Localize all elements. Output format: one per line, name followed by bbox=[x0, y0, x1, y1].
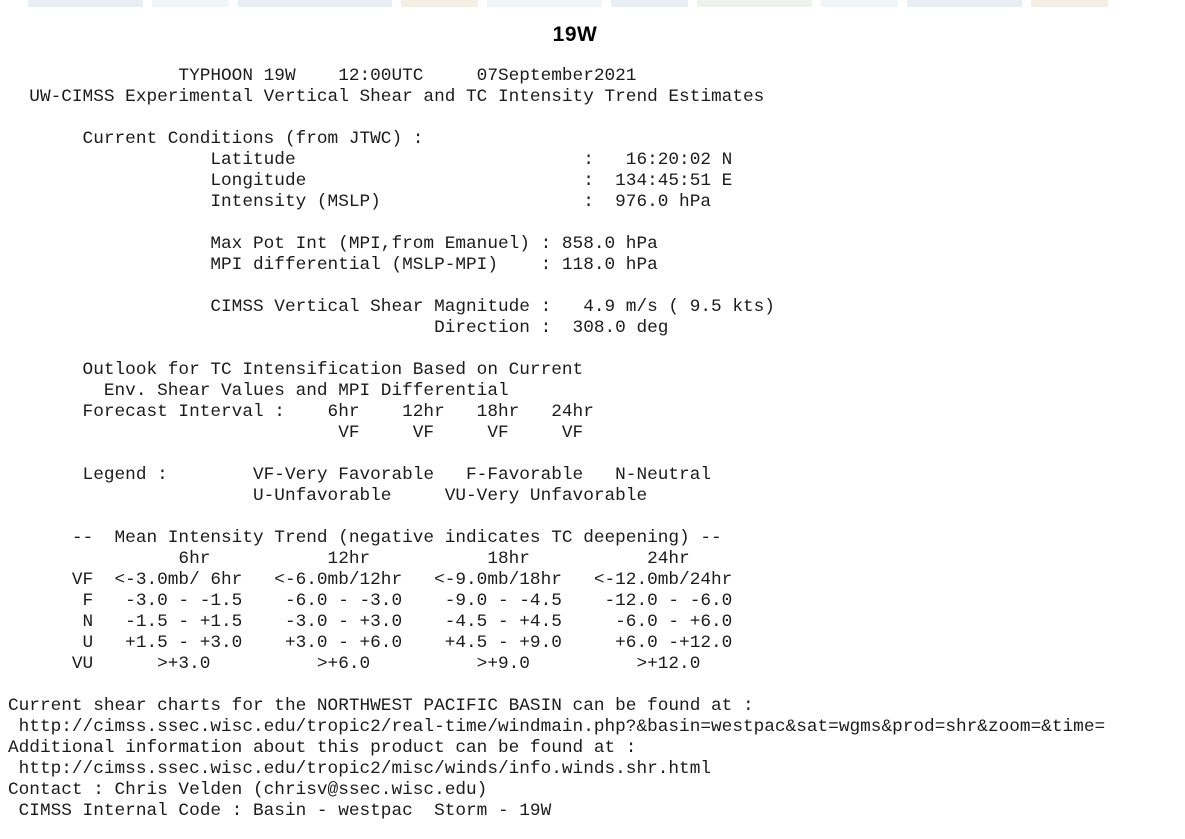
trend-row-f: F -3.0 - -1.5 -6.0 - -3.0 -9.0 - -4.5 -12.0 - -6.0 bbox=[8, 591, 733, 611]
artifact-segment bbox=[152, 0, 229, 7]
mpi-differential-line: MPI differential (MSLP-MPI) : 118.0 hPa bbox=[8, 255, 658, 275]
forecast-interval-line: Forecast Interval : 6hr 12hr 18hr 24hr bbox=[8, 402, 594, 422]
trend-row-vu: VU >+3.0 >+6.0 >+9.0 >+12.0 bbox=[8, 654, 701, 674]
max-pot-int-line: Max Pot Int (MPI,from Emanuel) : 858.0 hPa bbox=[8, 234, 658, 254]
forecast-ratings-line: VF VF VF VF bbox=[8, 423, 584, 443]
storm-header-line: TYPHOON 19W 12:00UTC 07September2021 bbox=[8, 66, 637, 86]
footer-contact-line: Contact : Chris Velden (chrisv@ssec.wisc.edu) bbox=[8, 780, 488, 800]
legend-line-2: U-Unfavorable VU-Very Unfavorable bbox=[8, 486, 648, 506]
artifact-segment bbox=[907, 0, 1022, 7]
blank-line bbox=[8, 507, 1105, 528]
blank-line bbox=[8, 339, 1105, 360]
footer-shear-charts-url: http://cimss.ssec.wisc.edu/tropic2/real-time/windmain.php?&basin=westpac&sat=wgms&prod=shr&zoom=&time= bbox=[8, 717, 1106, 737]
blank-line bbox=[8, 276, 1105, 297]
trend-table-header-line: 6hr 12hr 18hr 24hr bbox=[8, 549, 690, 569]
trend-row-u: U +1.5 - +3.0 +3.0 - +6.0 +4.5 - +9.0 +6.0 -+12.0 bbox=[8, 633, 733, 653]
artifact-segment bbox=[487, 0, 602, 7]
artifact-segment bbox=[1031, 0, 1108, 7]
trend-table-title-line: -- Mean Intensity Trend (negative indicates TC deepening) -- bbox=[8, 528, 722, 548]
blank-line bbox=[8, 108, 1105, 129]
footer-shear-charts-note: Current shear charts for the NORTHWEST PACIFIC BASIN can be found at : bbox=[8, 696, 754, 716]
latitude-line: Latitude : 16:20:02 N bbox=[8, 150, 733, 170]
footer-internal-code-line: CIMSS Internal Code : Basin - westpac Storm - 19W bbox=[8, 801, 552, 821]
current-conditions-heading: Current Conditions (from JTWC) : bbox=[8, 129, 424, 149]
blank-line bbox=[8, 675, 1105, 696]
shear-direction-line: Direction : 308.0 deg bbox=[8, 318, 669, 338]
trend-row-n: N -1.5 - +1.5 -3.0 - +3.0 -4.5 - +4.5 -6.0 - +6.0 bbox=[8, 612, 733, 632]
blank-line bbox=[8, 213, 1105, 234]
outlook-heading-line-2: Env. Shear Values and MPI Differential bbox=[8, 381, 509, 401]
intensity-mslp-line: Intensity (MSLP) : 976.0 hPa bbox=[8, 192, 712, 212]
artifact-segment bbox=[697, 0, 812, 7]
legend-line-1: Legend : VF-Very Favorable F-Favorable N-Neutral bbox=[8, 465, 712, 485]
page-title: 19W bbox=[552, 23, 598, 46]
product-title-line: UW-CIMSS Experimental Vertical Shear and TC Intensity Trend Estimates bbox=[8, 87, 765, 107]
shear-report-text bbox=[8, 66, 1105, 822]
blank-line bbox=[8, 444, 1105, 465]
artifact-segment bbox=[238, 0, 392, 7]
footer-info-note: Additional information about this product can be found at : bbox=[8, 738, 637, 758]
footer-info-url: http://cimss.ssec.wisc.edu/tropic2/misc/winds/info.winds.shr.html bbox=[8, 759, 712, 779]
trend-row-vf: VF <-3.0mb/ 6hr <-6.0mb/12hr <-9.0mb/18hr <-12.0mb/24hr bbox=[8, 570, 733, 590]
top-edge-artifact-strip bbox=[28, 0, 1108, 7]
artifact-segment bbox=[821, 0, 898, 7]
outlook-heading-line-1: Outlook for TC Intensification Based on Current bbox=[8, 360, 584, 380]
artifact-segment bbox=[401, 0, 478, 7]
artifact-segment bbox=[28, 0, 143, 7]
shear-magnitude-line: CIMSS Vertical Shear Magnitude : 4.9 m/s ( 9.5 kts) bbox=[8, 297, 775, 317]
artifact-segment bbox=[611, 0, 688, 7]
longitude-line: Longitude : 134:45:51 E bbox=[8, 171, 733, 191]
